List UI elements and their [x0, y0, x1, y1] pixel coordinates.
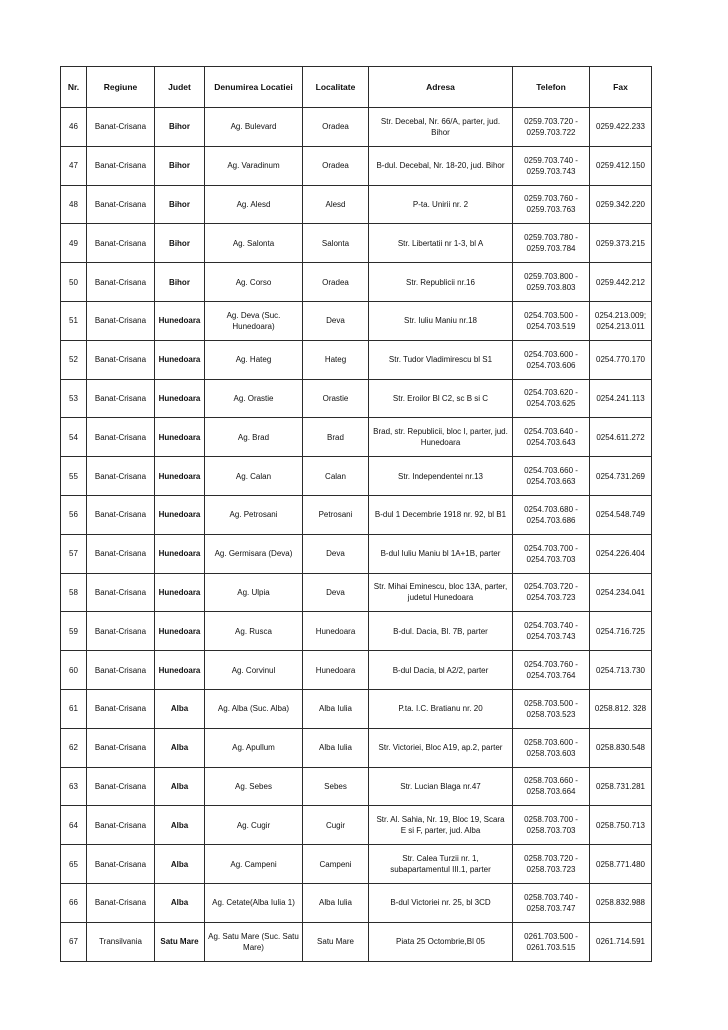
table-row — [61, 146, 652, 185]
cell-nr: 54 — [61, 418, 87, 457]
cell-denumirea-locatiei: Ag. Deva (Suc. Hunedoara) — [205, 301, 303, 340]
cell-telefon: 0254.703.600 - 0254.703.606 — [513, 340, 590, 379]
cell-localitate: Cugir — [303, 806, 369, 845]
cell-fax: 0254.548.749 — [590, 495, 652, 534]
cell-localitate: Satu Mare — [303, 922, 369, 961]
cell-regiune: Banat-Crisana — [87, 457, 155, 496]
cell-regiune: Transilvania — [87, 922, 155, 961]
cell-adresa: Str. Republicii nr.16 — [369, 263, 513, 302]
cell-fax: 0254.213.009; 0254.213.011 — [590, 301, 652, 340]
table-row — [61, 340, 652, 379]
cell-denumirea-locatiei: Ag. Alesd — [205, 185, 303, 224]
cell-telefon: 0254.703.700 - 0254.703.703 — [513, 534, 590, 573]
cell-localitate: Oradea — [303, 108, 369, 147]
cell-judet: Bihor — [155, 224, 205, 263]
cell-telefon: 0254.703.660 - 0254.703.663 — [513, 457, 590, 496]
cell-adresa: Str. Tudor Vladimirescu bl S1 — [369, 340, 513, 379]
cell-regiune: Banat-Crisana — [87, 379, 155, 418]
cell-adresa: Str. Mihai Eminescu, bloc 13A, parter, judetul Hunedoara — [369, 573, 513, 612]
cell-localitate: Hateg — [303, 340, 369, 379]
cell-judet: Hunedoara — [155, 301, 205, 340]
cell-fax: 0259.442.212 — [590, 263, 652, 302]
cell-judet: Hunedoara — [155, 340, 205, 379]
cell-adresa: Str. Eroilor Bl C2, sc B si C — [369, 379, 513, 418]
cell-telefon: 0254.703.760 - 0254.703.764 — [513, 651, 590, 690]
table-row — [61, 263, 652, 302]
cell-denumirea-locatiei: Ag. Ulpia — [205, 573, 303, 612]
cell-localitate: Deva — [303, 534, 369, 573]
cell-adresa: Piata 25 Octombrie,Bl 05 — [369, 922, 513, 961]
cell-nr: 61 — [61, 689, 87, 728]
cell-localitate: Oradea — [303, 146, 369, 185]
table-row — [61, 689, 652, 728]
cell-nr: 66 — [61, 883, 87, 922]
cell-fax: 0259.342.220 — [590, 185, 652, 224]
table-row — [61, 495, 652, 534]
cell-fax: 0254.716.725 — [590, 612, 652, 651]
cell-adresa: P.ta. I.C. Bratianu nr. 20 — [369, 689, 513, 728]
cell-nr: 58 — [61, 573, 87, 612]
cell-judet: Alba — [155, 845, 205, 884]
cell-adresa: B-dul. Dacia, Bl. 7B, parter — [369, 612, 513, 651]
cell-judet: Hunedoara — [155, 379, 205, 418]
cell-telefon: 0259.703.760 - 0259.703.763 — [513, 185, 590, 224]
cell-nr: 53 — [61, 379, 87, 418]
cell-nr: 64 — [61, 806, 87, 845]
table-row — [61, 379, 652, 418]
cell-regiune: Banat-Crisana — [87, 728, 155, 767]
cell-regiune: Banat-Crisana — [87, 224, 155, 263]
cell-regiune: Banat-Crisana — [87, 651, 155, 690]
cell-regiune: Banat-Crisana — [87, 806, 155, 845]
cell-telefon: 0261.703.500 - 0261.703.515 — [513, 922, 590, 961]
cell-judet: Alba — [155, 767, 205, 806]
cell-adresa: Str. Calea Turzii nr. 1, subapartamentul III.1, parter — [369, 845, 513, 884]
cell-denumirea-locatiei: Ag. Calan — [205, 457, 303, 496]
cell-fax: 0258.750.713 — [590, 806, 652, 845]
cell-localitate: Alesd — [303, 185, 369, 224]
cell-fax: 0258.771.480 — [590, 845, 652, 884]
cell-nr: 50 — [61, 263, 87, 302]
cell-fax: 0254.241.113 — [590, 379, 652, 418]
cell-telefon: 0259.703.720 - 0259.703.722 — [513, 108, 590, 147]
cell-fax: 0258.812. 328 — [590, 689, 652, 728]
cell-regiune: Banat-Crisana — [87, 301, 155, 340]
cell-telefon: 0258.703.660 - 0258.703.664 — [513, 767, 590, 806]
cell-denumirea-locatiei: Ag. Satu Mare (Suc. Satu Mare) — [205, 922, 303, 961]
cell-denumirea-locatiei: Ag. Rusca — [205, 612, 303, 651]
cell-fax: 0254.234.041 — [590, 573, 652, 612]
cell-nr: 57 — [61, 534, 87, 573]
cell-localitate: Alba Iulia — [303, 689, 369, 728]
cell-nr: 56 — [61, 495, 87, 534]
cell-judet: Hunedoara — [155, 573, 205, 612]
table-row — [61, 573, 652, 612]
table-row — [61, 767, 652, 806]
cell-nr: 65 — [61, 845, 87, 884]
cell-localitate: Calan — [303, 457, 369, 496]
cell-adresa: Str. Independentei nr.13 — [369, 457, 513, 496]
cell-localitate: Hunedoara — [303, 651, 369, 690]
cell-nr: 55 — [61, 457, 87, 496]
table-row — [61, 806, 652, 845]
cell-adresa: Str. Lucian Blaga nr.47 — [369, 767, 513, 806]
cell-nr: 63 — [61, 767, 87, 806]
cell-adresa: Str. Decebal, Nr. 66/A, parter, jud. Bihor — [369, 108, 513, 147]
cell-regiune: Banat-Crisana — [87, 146, 155, 185]
branch-table — [60, 66, 652, 962]
cell-telefon: 0254.703.720 - 0254.703.723 — [513, 573, 590, 612]
cell-denumirea-locatiei: Ag. Cugir — [205, 806, 303, 845]
cell-judet: Bihor — [155, 146, 205, 185]
cell-denumirea-locatiei: Ag. Alba (Suc. Alba) — [205, 689, 303, 728]
cell-regiune: Banat-Crisana — [87, 883, 155, 922]
table-row — [61, 457, 652, 496]
table-row — [61, 185, 652, 224]
cell-telefon: 0258.703.740 - 0258.703.747 — [513, 883, 590, 922]
cell-nr: 47 — [61, 146, 87, 185]
cell-localitate: Brad — [303, 418, 369, 457]
cell-regiune: Banat-Crisana — [87, 185, 155, 224]
cell-judet: Hunedoara — [155, 495, 205, 534]
cell-judet: Hunedoara — [155, 651, 205, 690]
cell-localitate: Deva — [303, 573, 369, 612]
cell-telefon: 0259.703.780 - 0259.703.784 — [513, 224, 590, 263]
cell-fax: 0254.226.404 — [590, 534, 652, 573]
table-row — [61, 534, 652, 573]
cell-regiune: Banat-Crisana — [87, 418, 155, 457]
cell-denumirea-locatiei: Ag. Brad — [205, 418, 303, 457]
table-row — [61, 224, 652, 263]
cell-localitate: Deva — [303, 301, 369, 340]
cell-telefon: 0254.703.500 - 0254.703.519 — [513, 301, 590, 340]
header-judet: Judet — [155, 67, 205, 108]
cell-regiune: Banat-Crisana — [87, 573, 155, 612]
cell-regiune: Banat-Crisana — [87, 108, 155, 147]
cell-adresa: P-ta. Unirii nr. 2 — [369, 185, 513, 224]
header-adresa: Adresa — [369, 67, 513, 108]
table-row — [61, 651, 652, 690]
cell-denumirea-locatiei: Ag. Corso — [205, 263, 303, 302]
cell-localitate: Campeni — [303, 845, 369, 884]
cell-localitate: Salonta — [303, 224, 369, 263]
cell-denumirea-locatiei: Ag. Bulevard — [205, 108, 303, 147]
cell-adresa: B-dul Dacia, bl A2/2, parter — [369, 651, 513, 690]
cell-judet: Bihor — [155, 185, 205, 224]
cell-localitate: Sebes — [303, 767, 369, 806]
cell-denumirea-locatiei: Ag. Orastie — [205, 379, 303, 418]
cell-nr: 59 — [61, 612, 87, 651]
cell-nr: 52 — [61, 340, 87, 379]
header-nr: Nr. — [61, 67, 87, 108]
table-row — [61, 108, 652, 147]
cell-fax: 0254.611.272 — [590, 418, 652, 457]
table-row — [61, 301, 652, 340]
cell-denumirea-locatiei: Ag. Campeni — [205, 845, 303, 884]
cell-judet: Alba — [155, 883, 205, 922]
cell-denumirea-locatiei: Ag. Hateg — [205, 340, 303, 379]
cell-fax: 0258.832.988 — [590, 883, 652, 922]
cell-denumirea-locatiei: Ag. Cetate(Alba Iulia 1) — [205, 883, 303, 922]
cell-judet: Hunedoara — [155, 534, 205, 573]
cell-nr: 67 — [61, 922, 87, 961]
cell-localitate: Oradea — [303, 263, 369, 302]
cell-denumirea-locatiei: Ag. Salonta — [205, 224, 303, 263]
cell-localitate: Alba Iulia — [303, 728, 369, 767]
cell-regiune: Banat-Crisana — [87, 845, 155, 884]
cell-adresa: Str. Victoriei, Bloc A19, ap.2, parter — [369, 728, 513, 767]
table-row — [61, 612, 652, 651]
cell-nr: 48 — [61, 185, 87, 224]
cell-denumirea-locatiei: Ag. Sebes — [205, 767, 303, 806]
header-telefon: Telefon — [513, 67, 590, 108]
cell-telefon: 0258.703.500 - 0258.703.523 — [513, 689, 590, 728]
cell-localitate: Orastie — [303, 379, 369, 418]
cell-adresa: Str. Iuliu Maniu nr.18 — [369, 301, 513, 340]
cell-adresa: Str. Libertatii nr 1-3, bl A — [369, 224, 513, 263]
cell-adresa: B-dul Victoriei nr. 25, bl 3CD — [369, 883, 513, 922]
header-localitate: Localitate — [303, 67, 369, 108]
cell-fax: 0254.770.170 — [590, 340, 652, 379]
cell-adresa: B-dul. Decebal, Nr. 18-20, jud. Bihor — [369, 146, 513, 185]
cell-localitate: Hunedoara — [303, 612, 369, 651]
cell-telefon: 0258.703.700 - 0258.703.703 — [513, 806, 590, 845]
cell-telefon: 0254.703.640 - 0254.703.643 — [513, 418, 590, 457]
table-row — [61, 883, 652, 922]
cell-regiune: Banat-Crisana — [87, 263, 155, 302]
cell-regiune: Banat-Crisana — [87, 340, 155, 379]
cell-judet: Alba — [155, 689, 205, 728]
cell-nr: 60 — [61, 651, 87, 690]
cell-adresa: Str. Al. Sahia, Nr. 19, Bloc 19, Scara E si F, parter, jud. Alba — [369, 806, 513, 845]
cell-fax: 0254.731.269 — [590, 457, 652, 496]
cell-denumirea-locatiei: Ag. Apullum — [205, 728, 303, 767]
cell-adresa: B-dul Iuliu Maniu bl 1A+1B, parter — [369, 534, 513, 573]
cell-regiune: Banat-Crisana — [87, 767, 155, 806]
cell-denumirea-locatiei: Ag. Corvinul — [205, 651, 303, 690]
cell-telefon: 0258.703.720 - 0258.703.723 — [513, 845, 590, 884]
cell-judet: Hunedoara — [155, 457, 205, 496]
cell-nr: 51 — [61, 301, 87, 340]
cell-localitate: Petrosani — [303, 495, 369, 534]
cell-fax: 0258.830.548 — [590, 728, 652, 767]
cell-regiune: Banat-Crisana — [87, 534, 155, 573]
table-row — [61, 728, 652, 767]
cell-denumirea-locatiei: Ag. Petrosani — [205, 495, 303, 534]
cell-fax: 0259.412.150 — [590, 146, 652, 185]
cell-nr: 62 — [61, 728, 87, 767]
cell-fax: 0254.713.730 — [590, 651, 652, 690]
cell-nr: 49 — [61, 224, 87, 263]
cell-regiune: Banat-Crisana — [87, 612, 155, 651]
cell-judet: Alba — [155, 728, 205, 767]
cell-regiune: Banat-Crisana — [87, 689, 155, 728]
cell-fax: 0259.373.215 — [590, 224, 652, 263]
cell-telefon: 0259.703.800 - 0259.703.803 — [513, 263, 590, 302]
cell-judet: Satu Mare — [155, 922, 205, 961]
cell-judet: Bihor — [155, 263, 205, 302]
cell-judet: Hunedoara — [155, 612, 205, 651]
cell-fax: 0258.731.281 — [590, 767, 652, 806]
header-regiune: Regiune — [87, 67, 155, 108]
cell-judet: Alba — [155, 806, 205, 845]
cell-fax: 0261.714.591 — [590, 922, 652, 961]
cell-adresa: Brad, str. Republicii, bloc I, parter, jud. Hunedoara — [369, 418, 513, 457]
cell-telefon: 0254.703.740 - 0254.703.743 — [513, 612, 590, 651]
cell-telefon: 0254.703.680 - 0254.703.686 — [513, 495, 590, 534]
cell-localitate: Alba Iulia — [303, 883, 369, 922]
header-fax: Fax — [590, 67, 652, 108]
cell-fax: 0259.422.233 — [590, 108, 652, 147]
cell-regiune: Banat-Crisana — [87, 495, 155, 534]
cell-telefon: 0259.703.740 - 0259.703.743 — [513, 146, 590, 185]
cell-telefon: 0254.703.620 - 0254.703.625 — [513, 379, 590, 418]
cell-adresa: B-dul 1 Decembrie 1918 nr. 92, bl B1 — [369, 495, 513, 534]
cell-telefon: 0258.703.600 - 0258.703.603 — [513, 728, 590, 767]
table-row — [61, 922, 652, 961]
cell-denumirea-locatiei: Ag. Varadinum — [205, 146, 303, 185]
cell-nr: 46 — [61, 108, 87, 147]
table-header-row — [61, 67, 652, 108]
table-row — [61, 418, 652, 457]
cell-judet: Bihor — [155, 108, 205, 147]
table-body — [61, 108, 652, 962]
header-denumirea-locatiei: Denumirea Locatiei — [205, 67, 303, 108]
cell-judet: Hunedoara — [155, 418, 205, 457]
cell-denumirea-locatiei: Ag. Germisara (Deva) — [205, 534, 303, 573]
table-row — [61, 845, 652, 884]
